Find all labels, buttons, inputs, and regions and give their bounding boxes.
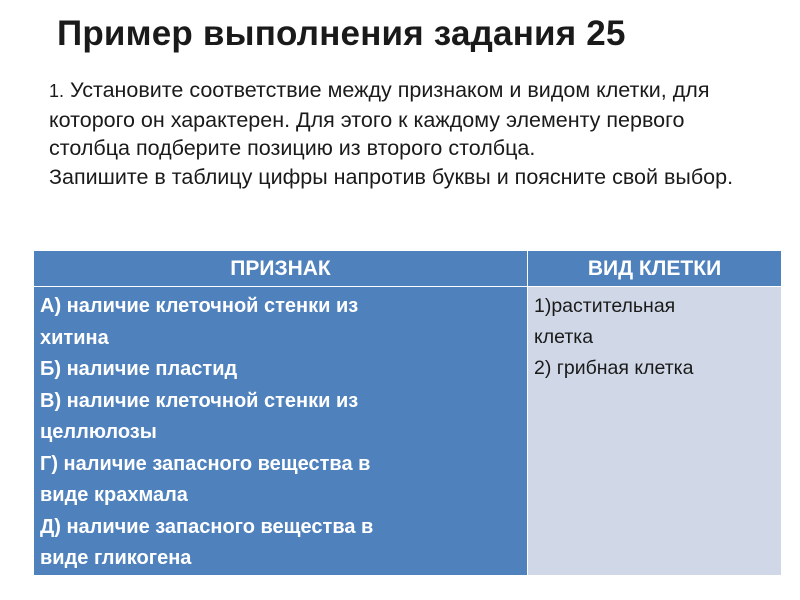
task-number: 1. — [49, 81, 65, 101]
header-feature: ПРИЗНАК — [34, 251, 528, 287]
task-instruction: Запишите в таблицу цифры напротив буквы и поясните свой выбор. — [49, 164, 734, 189]
header-cell-type: ВИД КЛЕТКИ — [528, 251, 782, 287]
feature-line: А) наличие клеточной стенки из — [40, 295, 359, 317]
feature-line: Г) наличие запасного вещества в — [40, 452, 371, 475]
feature-line: В) наличие клеточной стенки из — [40, 389, 359, 412]
cell-types-cell — [528, 287, 782, 576]
cell-type-line: 2) грибная клетка — [534, 357, 694, 379]
feature-line: целлюлозы — [40, 421, 157, 443]
task-paragraph — [49, 76, 769, 163]
matching-table — [33, 250, 782, 576]
feature-line: Д) наличие запасного вещества в — [40, 515, 374, 538]
feature-line: Б) наличие пластид — [40, 358, 238, 380]
cell-type-line: клетка — [534, 326, 594, 348]
features-cell — [34, 287, 528, 576]
task-text: Установите соответствие между признаком и видом клетки, для которого он характерен. Для этого к каждому элементу первого столбца подберите позицию из второго столбца. — [49, 78, 710, 160]
task-description — [49, 76, 769, 191]
feature-line: хитина — [40, 326, 109, 349]
cell-type-line: 1)растительная — [534, 295, 676, 317]
feature-line: виде крахмала — [40, 484, 188, 506]
table-row — [34, 287, 782, 576]
slide-title: Пример выполнения задания 25 — [57, 14, 626, 53]
table-header-row — [34, 251, 782, 287]
feature-line: виде гликогена — [40, 547, 192, 569]
